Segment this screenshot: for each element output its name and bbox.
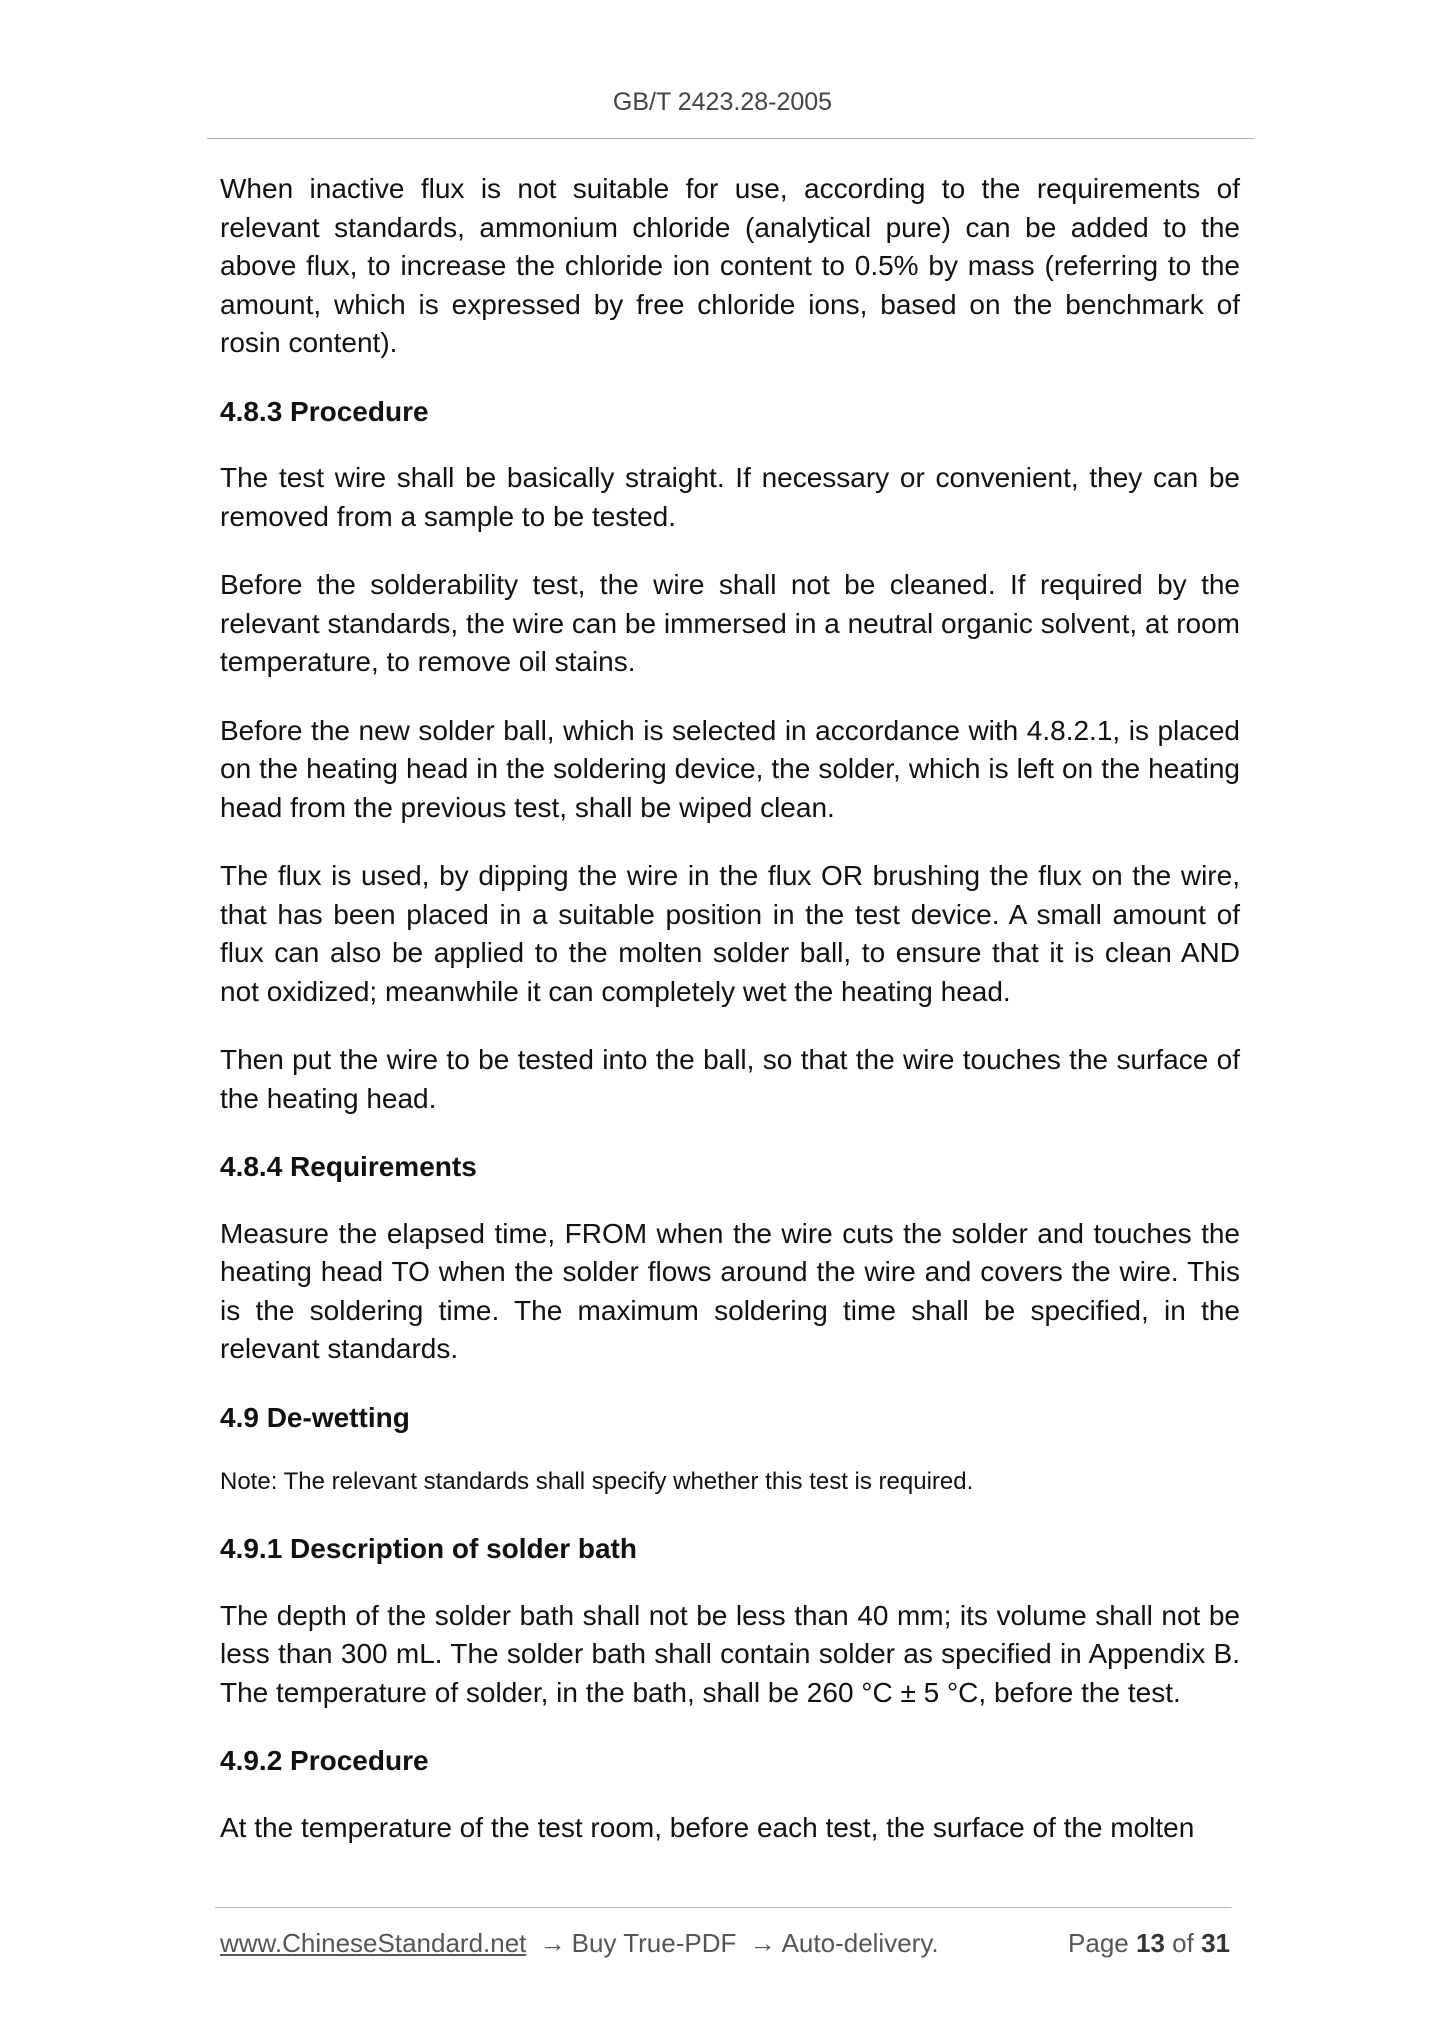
footer-divider	[215, 1907, 1231, 1908]
paragraph-procedure-start: At the temperature of the test room, before each test, the surface of the molten	[220, 1811, 1195, 1843]
page-label: Page	[1068, 1928, 1129, 1958]
paragraph-soldering-time: Measure the elapsed time, FROM when the wire cuts the solder and touches the heating head TO when the solder flows around the wire and covers the wire. This is the soldering time. The maximum soldering time shall be specified, in the relevant standards.	[220, 1217, 1240, 1364]
page-footer	[220, 1928, 1230, 1964]
paragraph-flux-use: The flux is used, by dipping the wire in the flux OR brushing the flux on the wire, that has been placed in a suitable position in the test device. A small amount of flux can also be applied to the molten solder ball, to ensure that it is clean AND not oxidized; meanwhile it can completely wet the heating head.	[220, 860, 1240, 1007]
heading-4-9: 4.9 De-wetting	[220, 1401, 410, 1433]
arrow-right-icon: →	[749, 1928, 776, 1958]
arrow-right-icon: →	[539, 1928, 566, 1958]
heading-4-8-3: 4.8.3 Procedure	[220, 395, 429, 427]
page-counter	[1068, 1928, 1230, 1959]
chinesestandard-link[interactable]: www.ChineseStandard.net	[220, 1928, 527, 1958]
paragraph-solder-bath: The depth of the solder bath shall not be less than 40 mm; its volume shall not be less than 300 mL. The solder bath shall contain solder as specified in Appendix B. The temperature of solder, in the bath, shall be 260 °C ± 5 °C, before the test.	[220, 1599, 1240, 1708]
of-label: of	[1172, 1928, 1194, 1958]
auto-delivery-text: Auto-delivery.	[781, 1928, 939, 1958]
paragraph-wire-placement: Then put the wire to be tested into the ball, so that the wire touches the surface of the heating head.	[220, 1044, 1240, 1114]
paragraph-solder-ball: Before the new solder ball, which is selected in accordance with 4.8.2.1, is placed on the heating head in the soldering device, the solder, which is left on the heating head from the previous test, shall be wiped clean.	[220, 714, 1240, 823]
note-test-required: Note: The relevant standards shall specify whether this test is required.	[220, 1468, 974, 1495]
footer-promo	[220, 1928, 939, 1959]
heading-4-9-1: 4.9.1 Description of solder bath	[220, 1533, 637, 1564]
page-number: 13	[1136, 1928, 1165, 1958]
heading-4-9-2: 4.9.2 Procedure	[220, 1745, 429, 1776]
buy-true-pdf-text: Buy True-PDF	[571, 1928, 737, 1958]
header-divider	[207, 138, 1254, 139]
total-pages: 31	[1201, 1928, 1230, 1958]
heading-4-8-4: 4.8.4 Requirements	[220, 1151, 477, 1182]
paragraph-flux-chloride: When inactive flux is not suitable for use, according to the requirements of relevant standards, ammonium chloride (analytical pure) can be added to the above flux, to increase the chloride ion content to 0.5% by mass (referring to the amount, which is expressed by free chloride ions, based on the benchmark of rosin content).	[220, 173, 1240, 358]
page-header-title: GB/T 2423.28-2005	[612, 88, 833, 116]
document-body	[220, 170, 1240, 1877]
paragraph-test-wire: The test wire shall be basically straight. If necessary or convenient, they can be removed from a sample to be tested.	[220, 462, 1240, 532]
paragraph-cleaning: Before the solderability test, the wire shall not be cleaned. If required by the relevant standards, the wire can be immersed in a neutral organic solvent, at room temperature, to remove oil stains.	[220, 569, 1240, 677]
